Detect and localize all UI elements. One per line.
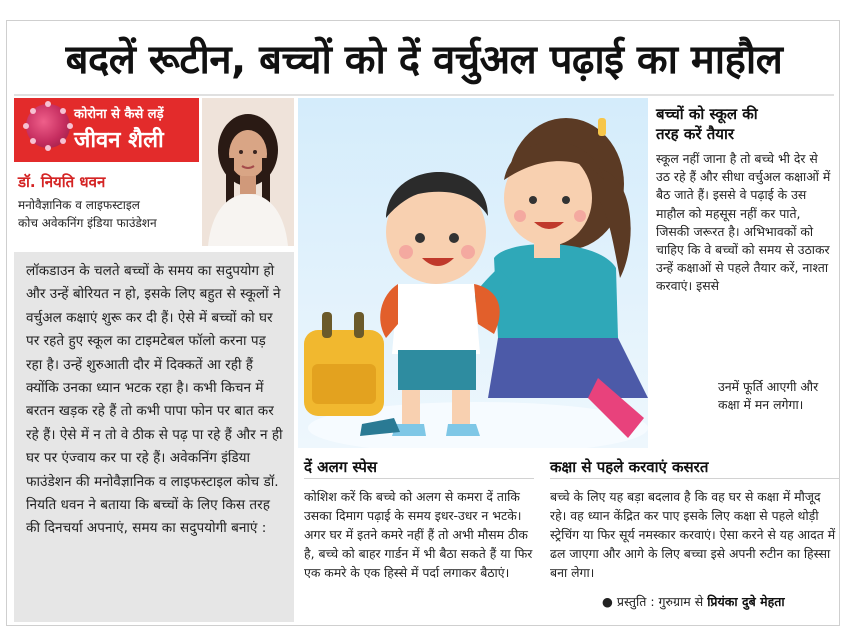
section-exercise-text: बच्चे के लिए यह बड़ा बदलाव है कि वह घर से कक्षा में मौजूद रहे। वह ध्यान केंद्रित कर पाए इसके लिए कक्षा से पहले थोड़ी स्ट्रेचिंग या फिर सूर्य नमस्कार करवाएं। ऐसा करने से यह आदत में ढल जाएगा और आगे के लिए बच्चा इसे अपनी रुटीन का हिस्सा बना लेगा।	[550, 489, 836, 580]
divider	[550, 478, 840, 479]
topic-kicker: कोरोना से कैसे लड़ें	[74, 107, 164, 122]
mother-child-illustration	[298, 98, 648, 448]
section-space-text: कोशिश करें कि बच्चे को अलग से कमरा दें ताकि उसका दिमाग पढ़ाई के समय इधर-उधर न भटके। अगर घर में इतने कमरे नहीं हैं तो अभी मौसम ठीक है, बच्चे को बाहर गार्डन में भी बैठा सकते हैं या फिर एक कमरे के एक हिस्से में पर्दा लगाकर बैठाएं।	[304, 489, 533, 580]
expert-role-line1: मनोवैज्ञानिक व लाइफस्टाइल	[18, 198, 140, 212]
section-space-title: दें अलग स्पेस	[304, 458, 377, 476]
section-space	[304, 457, 536, 582]
topic-box	[14, 98, 294, 246]
section-school-text: स्कूल नहीं जाना है तो बच्चे भी देर से उठ रहे हैं और सीधा वर्चुअल कक्षाओं में बैठ जाते हैं। इससे वे पढ़ाई के उस माहौल को महसूस नहीं कर पाते, जिसकी जरूरत है। अभिभावकों को चाहिए कि वे बच्चों को समय से उठाकर उन्हें कक्षाओं से पहले तैयार करें, नाश्ता करवाएं। इससे	[656, 151, 831, 294]
column-rule	[14, 94, 834, 96]
section-exercise	[550, 457, 840, 582]
virus-icon	[26, 104, 70, 148]
section-school-text-tail: उनमें फूर्ति आएगी और कक्षा में मन लगेगा।	[718, 379, 819, 413]
divider	[304, 478, 534, 479]
topic-title: जीवन शैली	[74, 128, 164, 153]
byline	[602, 593, 785, 610]
intro-text: लॉकडाउन के चलते बच्चों के समय का सदुपयोग हो और उन्हें बोरियत न हो, इसके लिए बहुत से स्कूलों ने वर्चुअल कक्षाएं शुरू कर दी हैं। ऐसे में बच्चों को घर पर रहते हुए स्कूल का टाइमटेबल फॉलो करना पड़ रहा है। उन्हें शुरुआती दौर में दिक्कतें आ रही हैं क्योंकि उनका ध्यान भटक रहा है। कभी किचन में बरतन खड़क रहे हैं तो कभी पापा फोन पर बात कर रहे हैं। ऐसे में न तो वे ठीक से पढ़ पा रहे हैं और न ही घर पर एंज्वाय कर पा रहे हैं। अवेकनिंग इंडिया फाउंडेशन की मनोवैज्ञानिक व लाइफस्टाइल कोच डॉ. नियति धवन ने बताया कि बच्चों के लिए किस तरह की दिनचर्या अपनाएं, समय का सदुपयोगी बनाएं :	[14, 252, 294, 622]
expert-role-line2: कोच अवेकनिंग इंडिया फाउंडेशन	[18, 216, 157, 230]
byline-prefix: ● प्रस्तुति : गुरुग्राम से	[602, 594, 704, 609]
headline: बदलें रूटीन, बच्चों को दें वर्चुअल पढ़ाई का माहौल	[65, 37, 783, 83]
expert-photo	[202, 98, 294, 246]
expert-name: डॉ. नियति धवन	[18, 173, 106, 191]
expert-role	[18, 196, 198, 232]
byline-name: प्रियंका दुबे मेहता	[707, 594, 785, 609]
topic-banner	[14, 98, 199, 162]
section-exercise-title: कक्षा से पहले करवाएं कसरत	[550, 458, 709, 476]
section-school-title-line1: बच्चों को स्कूल की	[656, 105, 758, 123]
section-school-title-line2: तरह करें तैयार	[656, 125, 735, 143]
section-school	[656, 104, 832, 296]
